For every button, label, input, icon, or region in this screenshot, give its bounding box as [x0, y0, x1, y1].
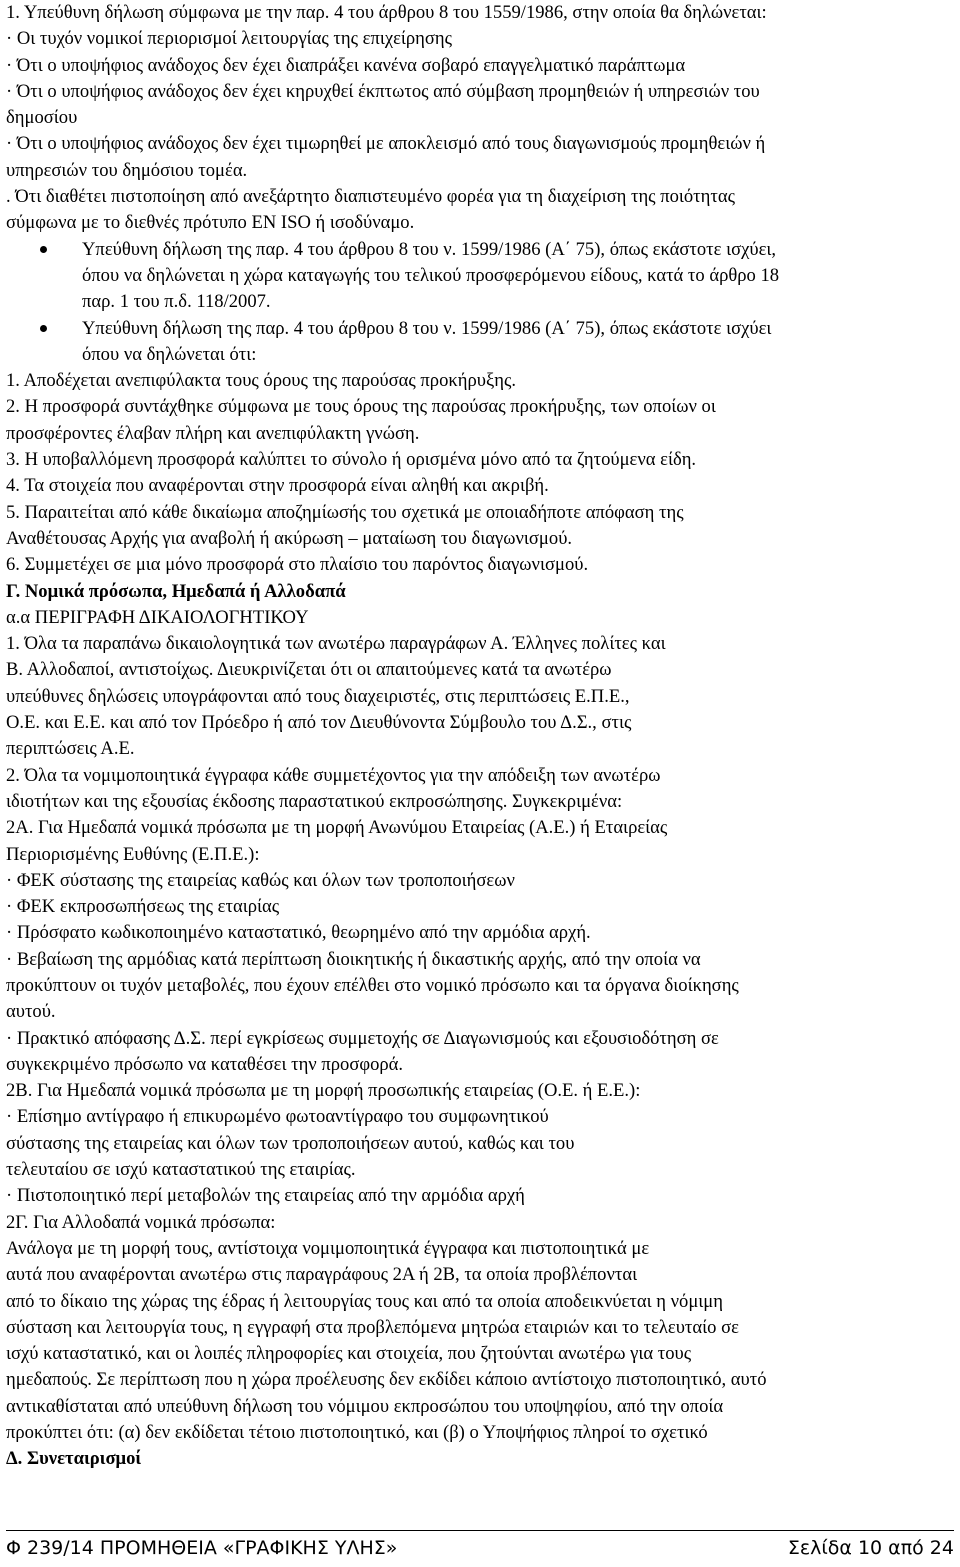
text-line: Β. Αλλοδαποί, αντιστοίχως. Διευκρινίζεται ότι οι απαιτούμενες κατά τα ανωτέρω — [6, 659, 612, 681]
text-line: περιπτώσεις Α.Ε. — [6, 738, 135, 760]
footer-document-title: Φ 239/14 ΠΡΟΜΗΘΕΙΑ «ΓΡΑΦΙΚΗΣ ΥΛΗΣ» — [6, 1537, 398, 1559]
text-line: αυτού. — [6, 1001, 56, 1023]
text-line: · Ότι ο υποψήφιος ανάδοχος δεν έχει κηρυχθεί έκπτωτος από σύμβαση προμηθειών ή υπηρεσιών του — [6, 80, 760, 102]
text-line: σύμφωνα με το διεθνές πρότυπο EN ISO ή ισοδύναμο. — [6, 212, 415, 234]
text-line: υπηρεσιών του δημόσιου τομέα. — [6, 159, 248, 181]
text-line: τελευταίου σε ισχύ καταστατικού της εταιρίας. — [6, 1159, 356, 1181]
text-line: σύστασης της εταιρείας και όλων των τροποποιήσεων αυτού, καθώς και του — [6, 1132, 575, 1154]
text-line: 2. Η προσφορά συντάχθηκε σύμφωνα με τους όρους της παρούσας προκήρυξης, των οποίων οι — [6, 396, 716, 418]
text-line: προκύπτει ότι: (α) δεν εκδίδεται τέτοιο πιστοποιητικό, και (β) ο Υποψήφιος πληροί το σχετικό — [6, 1422, 708, 1444]
bullet-line: Υπεύθυνη δήλωση της παρ. 4 του άρθρου 8 του ν. 1599/1986 (Α΄ 75), όπως εκάστοτε ισχύει, — [82, 238, 777, 260]
bullet-line: παρ. 1 του π.δ. 118/2007. — [82, 291, 271, 313]
text-line: 1. Αποδέχεται ανεπιφύλακτα τους όρους της παρούσας προκήρυξης. — [6, 370, 516, 392]
text-line: · Επίσημο αντίγραφο ή επικυρωμένο φωτοαντίγραφο του συμφωνητικού — [6, 1106, 549, 1128]
bullet-line: όπου να δηλώνεται ότι: — [82, 343, 257, 365]
bullet-item — [6, 237, 954, 316]
text-line: 2Α. Για Ημεδαπά νομικά πρόσωπα με τη μορφή Ανωνύμου Εταιρείας (Α.Ε.) ή Εταιρείας — [6, 817, 668, 839]
text-line: 1. Όλα τα παραπάνω δικαιολογητικά των ανωτέρω παραγράφων Α. Έλληνες πολίτες και — [6, 633, 666, 655]
text-line: Ο.Ε. και Ε.Ε. και από τον Πρόεδρο ή από τον Διευθύνοντα Σύμβουλο του Δ.Σ., στις — [6, 712, 632, 734]
document-body — [6, 0, 954, 1473]
text-line: προκύπτουν οι τυχόν μεταβολές, που έχουν επέλθει στο νομικό πρόσωπο και τα όργανα διοίκησης — [6, 974, 739, 996]
text-line: · Πιστοποιητικό περί μεταβολών της εταιρείας από την αρμόδια αρχή — [6, 1185, 525, 1207]
text-line: αυτά που αναφέρονται ανωτέρω στις παραγράφους 2Α ή 2Β, τα οποία προβλέπονται — [6, 1264, 638, 1286]
text-line: 3. Η υποβαλλόμενη προσφορά καλύπτει το σύνολο ή ορισμένα μόνο από τα ζητούμενα είδη. — [6, 449, 697, 471]
bullet-icon — [40, 246, 47, 253]
text-line: · ΦΕΚ σύστασης της εταιρείας καθώς και όλων των τροποποιήσεων — [6, 869, 515, 891]
text-line: αντικαθίσταται από υπεύθυνη δήλωση του νόμιμου εκπροσώπου του υποψηφίου, από την οποία — [6, 1395, 724, 1417]
text-line: α.α ΠΕΡΙΓΡΑΦΗ ΔΙΚΑΙΟΛΟΓΗΤΙΚΟΥ — [6, 606, 309, 628]
text-line: ισχύ καταστατικό, και οι λοιπές πληροφορίες και στοιχεία, που ζητούνται ανωτέρω για τους — [6, 1343, 692, 1365]
text-line: από το δίκαιο της χώρας της έδρας ή λειτουργίας τους και από τα οποία αποδεικνύεται η νόμιμη — [6, 1290, 723, 1312]
text-line: 5. Παραιτείται από κάθε δικαίωμα αποζημίωσής του σχετικά με οποιαδήποτε απόφαση της — [6, 501, 684, 523]
text-line: 2Β. Για Ημεδαπά νομικά πρόσωπα με τη μορφή προσωπικής εταιρείας (Ο.Ε. ή Ε.Ε.): — [6, 1080, 641, 1102]
bullet-icon — [40, 325, 47, 332]
footer-divider — [6, 1530, 954, 1531]
text-line: 2. Όλα τα νομιμοποιητικά έγγραφα κάθε συμμετέχοντος για την απόδειξη των ανωτέρω — [6, 764, 661, 786]
text-line: Περιορισμένης Ευθύνης (Ε.Π.Ε.): — [6, 843, 260, 865]
text-line: · Βεβαίωση της αρμόδιας κατά περίπτωση διοικητικής ή δικαστικής αρχής, από την οποία να — [6, 948, 701, 970]
text-line: · Πρόσφατο κωδικοποιημένο καταστατικό, θεωρημένο από την αρμόδια αρχή. — [6, 922, 591, 944]
text-line: Αναθέτουσας Αρχής για αναβολή ή ακύρωση – ματαίωση του διαγωνισμού. — [6, 527, 573, 549]
page-footer — [6, 1533, 954, 1563]
section-heading: Δ. Συνεταιρισμοί — [6, 1448, 142, 1470]
bullet-line: όπου να δηλώνεται η χώρα καταγωγής του τελικού προσφερόμενου είδους, κατά το άρθρο 18 — [82, 264, 780, 286]
text-line: · Ότι ο υποψήφιος ανάδοχος δεν έχει τιμωρηθεί με αποκλεισμό από τους διαγωνισμούς προμηθειών ή — [6, 133, 766, 155]
text-line: ιδιοτήτων και της εξουσίας έκδοσης παραστατικού εκπροσώπησης. Συγκεκριμένα: — [6, 790, 623, 812]
text-line: προσφέροντες έλαβαν πλήρη και ανεπιφύλακτη γνώση. — [6, 422, 420, 444]
text-line: 4. Τα στοιχεία που αναφέρονται στην προσφορά είναι αληθή και ακριβή. — [6, 475, 549, 497]
text-line: 1. Υπεύθυνη δήλωση σύμφωνα με την παρ. 4 του άρθρου 8 του 1559/1986, στην οποία θα δηλώνεται: — [6, 2, 767, 23]
text-line: · ΦΕΚ εκπροσωπήσεως της εταιρίας — [6, 896, 280, 918]
text-line: δημοσίου — [6, 107, 78, 129]
text-line: συγκεκριμένο πρόσωπο να καταθέσει την προσφορά. — [6, 1053, 404, 1075]
text-line: 2Γ. Για Αλλοδαπά νομικά πρόσωπα: — [6, 1211, 276, 1233]
text-line: · Ότι ο υποψήφιος ανάδοχος δεν έχει διαπράξει κανένα σοβαρό επαγγελματικό παράπτωμα — [6, 54, 686, 76]
text-line: Ανάλογα με τη μορφή τους, αντίστοιχα νομιμοποιητικά έγγραφα και πιστοποιητικά με — [6, 1237, 650, 1259]
bullet-item — [6, 316, 954, 369]
footer-page-number: Σελίδα 10 από 24 — [787, 1537, 954, 1559]
text-line: σύσταση και λειτουργία τους, η εγγραφή στα προβλεπόμενα μητρώα εταιριών και το τελευταίο σε — [6, 1316, 739, 1338]
text-line: . Ότι διαθέτει πιστοποίηση από ανεξάρτητο διαπιστευμένο φορέα για τη διαχείριση της ποιότητας — [6, 186, 735, 208]
section-heading: Γ. Νομικά πρόσωπα, Ημεδαπά ή Αλλοδαπά — [6, 580, 346, 602]
bullet-line: Υπεύθυνη δήλωση της παρ. 4 του άρθρου 8 του ν. 1599/1986 (Α΄ 75), όπως εκάστοτε ισχύει — [82, 317, 772, 339]
text-line: · Οι τυχόν νομικοί περιορισμοί λειτουργίας της επιχείρησης — [6, 28, 453, 50]
text-line: · Πρακτικό απόφασης Δ.Σ. περί εγκρίσεως συμμετοχής σε Διαγωνισμούς και εξουσιοδότηση σε — [6, 1027, 719, 1049]
text-line: ημεδαπούς. Σε περίπτωση που η χώρα προέλευσης δεν εκδίδει κάποιο αντίστοιχο πιστοποιητικό, αυτό — [6, 1369, 767, 1391]
text-line: 6. Συμμετέχει σε μια μόνο προσφορά στο πλαίσιο του παρόντος διαγωνισμού. — [6, 554, 589, 576]
text-line: υπεύθυνες δηλώσεις υπογράφονται από τους διαχειριστές, στις περιπτώσεις Ε.Π.Ε., — [6, 685, 630, 707]
